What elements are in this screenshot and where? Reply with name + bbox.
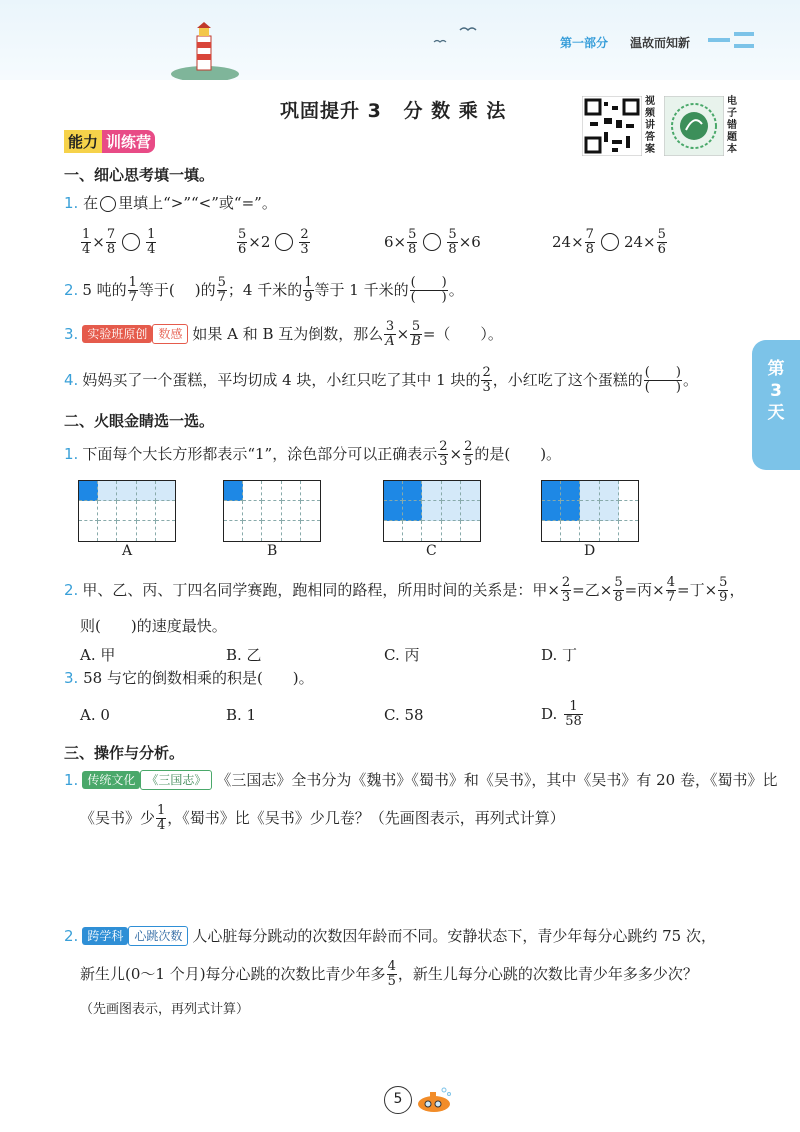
number: 24×: [623, 233, 656, 251]
s2-q2-line2: 则( )的速度最快。: [80, 617, 227, 635]
question-number: 3.: [64, 325, 79, 343]
fraction-denominator: 8: [106, 241, 116, 257]
badge-ability: 能力: [64, 130, 102, 153]
s1-q2: [64, 272, 464, 308]
question-text: 5 吨的: [82, 281, 127, 299]
question-text: 等于(: [138, 281, 175, 299]
question-text: =（ ）。: [422, 325, 503, 343]
book-tag: 《三国志》: [140, 770, 212, 790]
heartbeat-tag: 心跳次数: [128, 926, 188, 946]
fraction-numerator: 5: [408, 226, 417, 242]
question-text: 妈妈买了一个蛋糕，平均切成 4 块，小红只吃了其中 1 块的: [82, 371, 481, 389]
s1-q1-item-1: [80, 224, 157, 260]
question-number: 1.: [64, 771, 79, 789]
s1-q1-prompt: [64, 193, 277, 213]
fraction-denominator: 4: [147, 241, 156, 257]
s2-q2-option-b[interactable]: B. 乙: [226, 646, 262, 664]
fraction-denominator: 8: [585, 241, 594, 257]
fraction-denominator: 7: [128, 289, 137, 305]
fraction-denominator: B: [411, 333, 421, 349]
option-d-grid[interactable]: [541, 480, 639, 542]
question-text: ，小红吃了这个蛋糕的: [492, 371, 643, 389]
fraction-numerator: 1: [157, 802, 166, 818]
qr-code-wrongbook-icon[interactable]: [664, 96, 724, 156]
page-number: 5: [384, 1086, 412, 1114]
operator: ×: [92, 233, 105, 251]
s2-q1: [64, 434, 561, 474]
fraction-numerator: 4: [666, 574, 676, 590]
answer-fraction-blank[interactable]: [410, 276, 448, 305]
s3-q1-line1: [64, 770, 777, 790]
s3-q2-line2: [80, 954, 698, 994]
fraction-numerator: 1: [82, 226, 91, 242]
fraction-denominator: 3: [561, 589, 571, 605]
fraction-numerator: 2: [439, 438, 448, 454]
fraction-numerator: 1: [147, 226, 156, 242]
fraction-denominator: 4: [157, 817, 166, 833]
fraction-denominator: 6: [238, 241, 247, 257]
blank-numerator: ( ): [644, 364, 681, 380]
question-number: 2.: [64, 281, 79, 299]
topic-title: 分 数 乘 法: [403, 100, 507, 122]
s2-q3-option-b[interactable]: B. 1: [226, 706, 257, 724]
lesson-title: 巩固提升 3: [280, 100, 382, 122]
answer-fraction-blank[interactable]: [644, 366, 682, 395]
qr-label-wrongbook: 电子错题本: [727, 96, 737, 155]
option-a-label: A: [122, 543, 133, 559]
question-text: 《三国志》全书分为《魏书》《蜀书》和《吴书》，其中《吴书》有 20 卷，《蜀书》比: [216, 771, 778, 789]
question-number: 4.: [64, 371, 79, 389]
operator: ×: [248, 233, 261, 251]
number-sense-tag: 数感: [152, 324, 188, 344]
section2-title: 二、火眼金睛选一选。: [64, 412, 215, 430]
fraction-numerator: 5: [411, 318, 421, 334]
fraction-numerator: 7: [585, 226, 594, 242]
question-text: 。: [682, 371, 698, 389]
question-text: 的是( )。: [474, 445, 562, 463]
submarine-icon: [414, 1086, 454, 1116]
s3-q2-line3: （先画图表示，再列式计算）: [80, 1002, 250, 1017]
operator: ×: [449, 445, 463, 463]
question-text: ，《蜀书》比《吴书》少几卷？（先画图表示，再列式计算）: [167, 809, 565, 827]
question-text: 《吴书》少: [80, 809, 156, 827]
culture-tag: 传统文化: [82, 771, 140, 789]
option-c-label: C: [426, 543, 437, 559]
fraction-numerator: 5: [217, 274, 226, 290]
birds-illustration: [430, 22, 480, 52]
fraction-numerator: 5: [238, 226, 247, 242]
fraction-denominator: 9: [719, 589, 728, 605]
s1-q1-item-4: [552, 224, 668, 260]
header-decoration: [708, 30, 758, 54]
fraction-numerator: 1: [128, 274, 137, 290]
s2-q3: [64, 668, 314, 688]
s2-q3-option-d[interactable]: [541, 694, 584, 734]
fraction-numerator: 7: [106, 226, 116, 242]
s2-q2-option-d[interactable]: D. 丁: [541, 646, 578, 664]
blank-denominator: ( ): [644, 379, 681, 395]
day-tab: [752, 340, 800, 470]
compare-circle-input[interactable]: [122, 233, 140, 251]
fraction-denominator: 4: [82, 241, 91, 257]
number: 2: [260, 233, 271, 251]
prompt-text: 在: [83, 194, 99, 212]
question-text: )的: [194, 281, 216, 299]
lighthouse-illustration: [170, 22, 240, 80]
header-part-title: 温故而知新: [630, 36, 691, 50]
question-text: 等于 1 千米的: [314, 281, 409, 299]
fraction-numerator: 3: [385, 318, 395, 334]
question-number: 2.: [64, 581, 79, 599]
fraction-numerator: 5: [719, 574, 728, 590]
qr-label-video: 视频讲答案: [645, 96, 655, 155]
s2-q3-option-c[interactable]: C. 58: [384, 706, 424, 724]
blank-numerator: ( ): [410, 274, 447, 290]
fraction-denominator: 9: [304, 289, 313, 305]
question-number: 1.: [64, 445, 79, 463]
section3-title: 三、操作与分析。: [64, 744, 185, 762]
option-d-label: D: [584, 543, 596, 559]
question-text: =乙×: [572, 581, 613, 599]
fraction-denominator: 5: [464, 453, 473, 469]
question-text: 如果 A 和 B 互为倒数，那么: [192, 325, 384, 343]
s3-q1-line2: [80, 798, 565, 838]
s2-q2-option-c[interactable]: C. 丙: [384, 646, 420, 664]
option-c-grid[interactable]: [383, 480, 481, 542]
question-number: 2.: [64, 927, 79, 945]
prompt-text: 里填上“>”“<”或“=”。: [118, 194, 277, 212]
option-b-grid[interactable]: [223, 480, 321, 542]
fraction-numerator: 1: [304, 274, 313, 290]
compare-circle-input[interactable]: [601, 233, 619, 251]
number: 24×: [552, 233, 584, 251]
fraction-numerator: 5: [448, 226, 457, 242]
fraction-denominator: 58: [565, 713, 582, 729]
fraction-denominator: 7: [666, 589, 676, 605]
question-text: 。: [448, 281, 464, 299]
question-text: 新生儿(0～1 个月)每分心跳的次数比青少年多: [80, 965, 386, 983]
s1-q4: [64, 360, 698, 400]
number: 6×: [384, 233, 407, 251]
s3-q2-line1: [64, 926, 716, 946]
fraction-numerator: 4: [387, 958, 396, 974]
blank-denominator: ( ): [410, 289, 447, 305]
option-b-label: B: [267, 543, 278, 559]
s2-q2-option-a[interactable]: A. 甲: [80, 646, 116, 664]
question-text: ，新生儿每分心跳的次数比青少年多多少次？: [397, 965, 698, 983]
s1-q3: [64, 316, 503, 352]
day-tab-label: 第3天: [767, 359, 785, 423]
fraction-denominator: 8: [408, 241, 417, 257]
fraction-denominator: 8: [448, 241, 457, 257]
option-letter: D.: [541, 705, 558, 723]
fraction-denominator: A: [385, 333, 395, 349]
question-number: 1.: [64, 194, 79, 212]
badge-camp: 训练营: [102, 130, 155, 153]
fraction-numerator: 2: [300, 226, 309, 242]
question-text: 甲、乙、丙、丁四名同学赛跑，跑相同的路程，所用时间的关系是：甲×: [82, 581, 560, 599]
number: ×6: [458, 233, 481, 251]
question-text: ；4 千米的: [227, 281, 303, 299]
fraction-numerator: 2: [464, 438, 473, 454]
compare-circle-input[interactable]: [423, 233, 441, 251]
s2-q2: [64, 570, 744, 610]
fraction-denominator: 5: [387, 973, 396, 989]
section1-title: 一、细心思考填一填。: [64, 166, 215, 184]
fraction-numerator: 2: [482, 364, 491, 380]
s1-q1-item-2: [236, 224, 311, 260]
page-title: [280, 96, 506, 123]
fraction-numerator: 2: [561, 574, 571, 590]
question-text: ，: [729, 581, 745, 599]
question-text: 人心脏每分跳动的次数因年龄而不同。安静状态下，青少年每分心跳约 75 次，: [192, 927, 716, 945]
header-part: 第一部分: [560, 36, 609, 50]
fraction-numerator: 5: [657, 226, 666, 242]
cross-subject-tag: 跨学科: [82, 927, 128, 945]
fraction-denominator: 3: [300, 241, 309, 257]
training-badge: [64, 130, 155, 154]
fraction-denominator: 3: [439, 453, 448, 469]
s1-q1-item-3: [384, 224, 481, 260]
fraction-denominator: 8: [614, 589, 623, 605]
question-text: 58 与它的倒数相乘的积是( )。: [83, 669, 314, 687]
operator: ×: [396, 325, 410, 343]
circle-symbol: [100, 196, 116, 212]
fraction-denominator: 6: [657, 241, 666, 257]
fraction-numerator: 1: [569, 698, 578, 714]
fraction-denominator: 7: [217, 289, 226, 305]
fraction-numerator: 5: [614, 574, 623, 590]
question-text: 下面每个大长方形都表示“1”，涂色部分可以正确表示: [82, 445, 438, 463]
option-a-grid[interactable]: [78, 480, 176, 542]
question-text: =丁×: [677, 581, 718, 599]
question-number: 3.: [64, 669, 79, 687]
qr-code-icon[interactable]: [582, 96, 642, 156]
question-text: =丙×: [624, 581, 665, 599]
fraction-denominator: 3: [482, 379, 491, 395]
original-tag: 实验班原创: [82, 325, 152, 343]
compare-circle-input[interactable]: [275, 233, 293, 251]
s2-q3-option-a[interactable]: A. 0: [80, 706, 110, 724]
